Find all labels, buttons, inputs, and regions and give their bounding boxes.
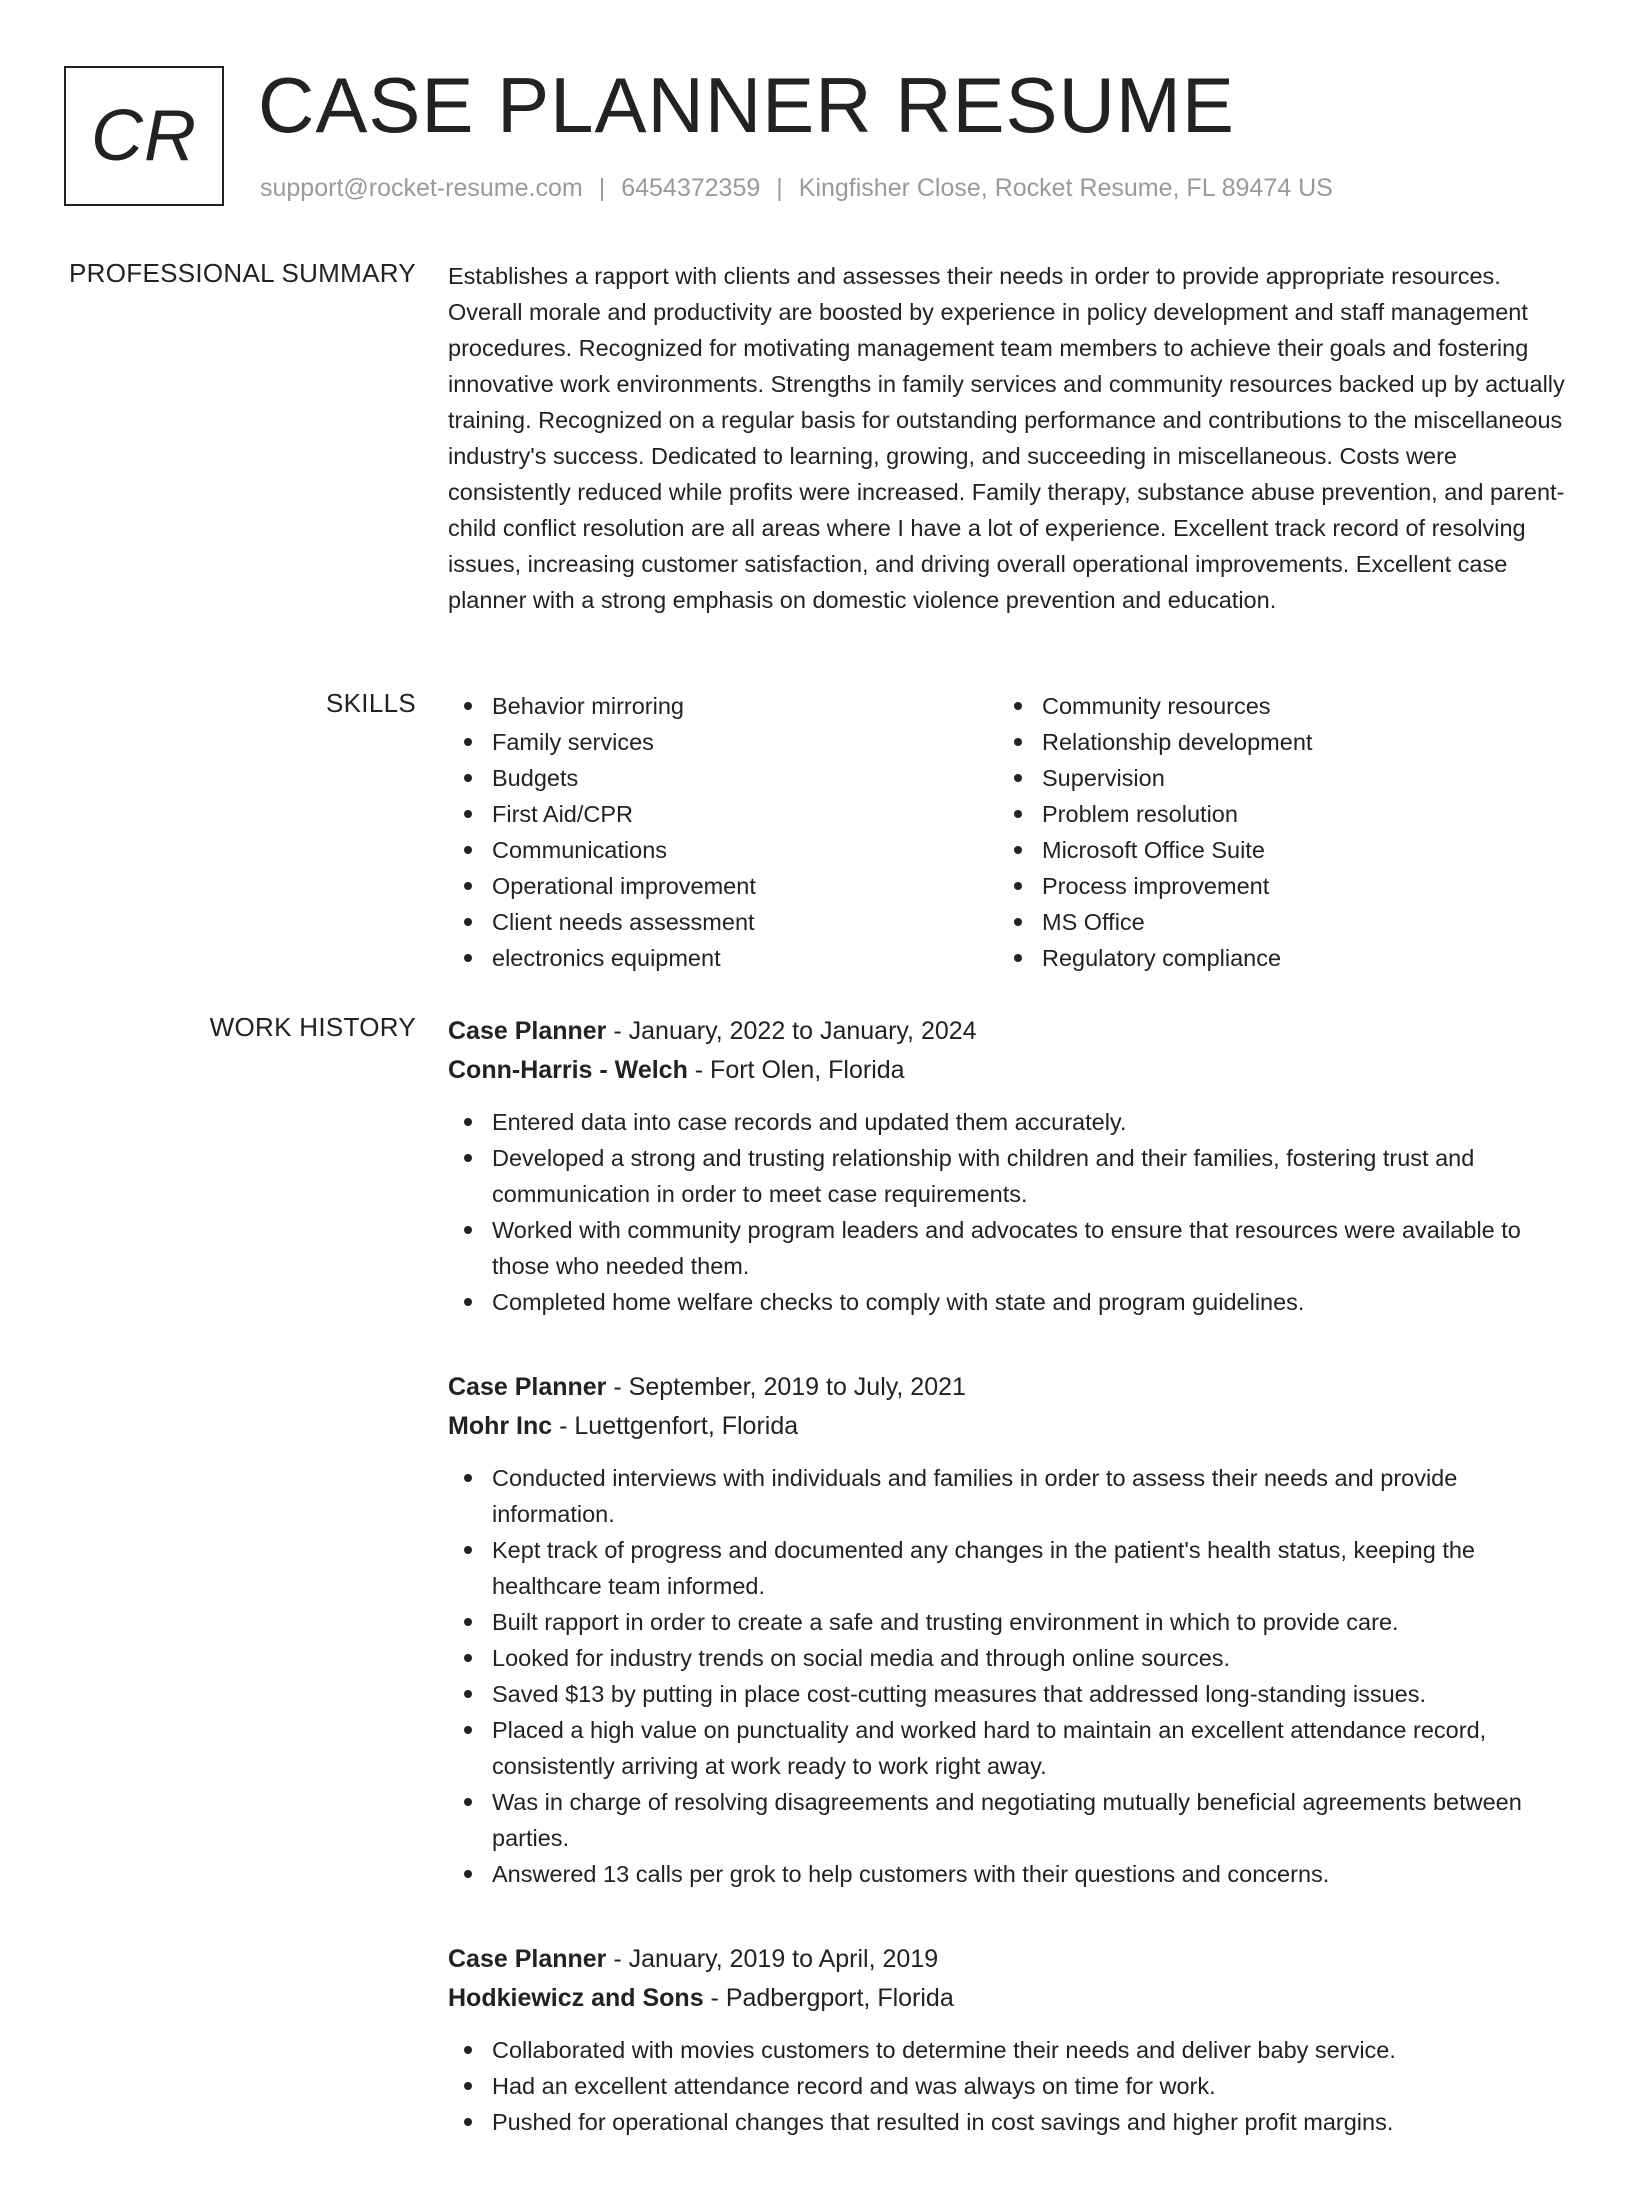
- job-duty-item: Completed home welfare checks to comply with state and program guidelines.: [448, 1284, 1568, 1320]
- skill-item: Relationship development: [998, 724, 1548, 760]
- job-duty-item: Developed a strong and trusting relationship with children and their families, fostering trust and communication in order to meet case requirements.: [448, 1140, 1568, 1212]
- contact-email[interactable]: support@rocket-resume.com: [260, 174, 583, 202]
- company-name: Hodkiewicz and Sons: [448, 1984, 704, 2012]
- section-heading-skills: SKILLS: [326, 688, 416, 718]
- job-dates: - January, 2019 to April, 2019: [606, 1945, 939, 1973]
- job-duty-item: Conducted interviews with individuals and families in order to assess their needs and provide information.: [448, 1460, 1568, 1532]
- job-title-line: [448, 1940, 1568, 1979]
- job-duty-item: Collaborated with movies customers to determine their needs and deliver baby service.: [448, 2032, 1568, 2068]
- job-title-line: [448, 1012, 1568, 1051]
- skills-column-left: [448, 688, 998, 976]
- skill-item: Microsoft Office Suite: [998, 832, 1548, 868]
- monogram-logo: CR: [64, 66, 224, 206]
- skill-item: Community resources: [998, 688, 1548, 724]
- jobs-list: [448, 1012, 1568, 2188]
- job-duty-item: Built rapport in order to create a safe and trusting environment in which to provide care.: [448, 1604, 1568, 1640]
- job-company-line: [448, 1407, 1568, 1446]
- skill-item: MS Office: [998, 904, 1548, 940]
- job-duty-item: Kept track of progress and documented any changes in the patient's health status, keeping the healthcare team informed.: [448, 1532, 1568, 1604]
- summary-text: Establishes a rapport with clients and assesses their needs in order to provide appropriate resources. Overall morale and productivity are boosted by experience in policy development and staff management procedures. Recognized for motivating management team members to achieve their goals and fostering innovative work environments. Strengths in family services and community resources backed up by actually training. Recognized on a regular basis for outstanding performance and contributions to the miscellaneous industry's success. Dedicated to learning, growing, and succeeding in miscellaneous. Costs were consistently reduced while profits were increased. Family therapy, substance abuse prevention, and parent-child conflict resolution are all areas where I have a lot of experience. Excellent track record of resolving issues, increasing customer satisfaction, and driving overall operational improvements. Excellent case planner with a strong emphasis on domestic violence prevention and education.: [448, 263, 1565, 613]
- job-title-line: [448, 1368, 1568, 1407]
- skill-item: Process improvement: [998, 868, 1548, 904]
- job-dates: - September, 2019 to July, 2021: [606, 1373, 966, 1401]
- skill-item: Supervision: [998, 760, 1548, 796]
- skills-column-right: [998, 688, 1548, 976]
- job-duty-item: Had an excellent attendance record and was always on time for work.: [448, 2068, 1568, 2104]
- skill-item: Family services: [448, 724, 998, 760]
- job-duty-item: Worked with community program leaders and advocates to ensure that resources were available to those who needed them.: [448, 1212, 1568, 1284]
- job-duties-list: [448, 1460, 1568, 1892]
- company-name: Conn-Harris - Welch: [448, 1056, 688, 1084]
- job-duty-item: Answered 13 calls per grok to help customers with their questions and concerns.: [448, 1856, 1568, 1892]
- company-location: - Luettgenfort, Florida: [552, 1412, 799, 1440]
- job-duty-item: Entered data into case records and updated them accurately.: [448, 1104, 1568, 1140]
- company-location: - Fort Olen, Florida: [687, 1056, 905, 1084]
- skill-item: Problem resolution: [998, 796, 1548, 832]
- contact-address: Kingfisher Close, Rocket Resume, FL 89474 US: [798, 174, 1333, 202]
- skill-item: Regulatory compliance: [998, 940, 1548, 976]
- section-heading-work-history: WORK HISTORY: [209, 1012, 416, 1042]
- contact-phone[interactable]: 6454372359: [621, 174, 761, 202]
- job-duty-item: Placed a high value on punctuality and worked hard to maintain an excellent attendance record, consistently arriving at work ready to work right away.: [448, 1712, 1568, 1784]
- skill-item: Budgets: [448, 760, 998, 796]
- company-location: - Padbergport, Florida: [703, 1984, 954, 2012]
- skill-item: Client needs assessment: [448, 904, 998, 940]
- job-duties-list: [448, 2032, 1568, 2140]
- job-duty-item: Saved $13 by putting in place cost-cutting measures that addressed long-standing issues.: [448, 1676, 1568, 1712]
- job-company-line: [448, 1979, 1568, 2018]
- job-entry: [448, 1368, 1568, 1892]
- job-duty-item: Was in charge of resolving disagreements and negotiating mutually beneficial agreements between parties.: [448, 1784, 1568, 1856]
- skill-item: First Aid/CPR: [448, 796, 998, 832]
- company-name: Mohr Inc: [448, 1412, 553, 1440]
- resume-header: [64, 61, 1604, 211]
- skill-item: Communications: [448, 832, 998, 868]
- contact-separator: |: [598, 174, 606, 202]
- skill-item: electronics equipment: [448, 940, 998, 976]
- job-duty-item: Looked for industry trends on social media and through online sources.: [448, 1640, 1568, 1676]
- job-entry: [448, 1940, 1568, 2140]
- contact-info: [260, 174, 1333, 203]
- job-duty-item: Pushed for operational changes that resulted in cost savings and higher profit margins.: [448, 2104, 1568, 2140]
- job-company-line: [448, 1051, 1568, 1090]
- contact-separator: |: [776, 174, 783, 202]
- job-title: Case Planner: [448, 1945, 607, 1973]
- job-title: Case Planner: [448, 1373, 607, 1401]
- skills-grid: [448, 688, 1568, 976]
- job-dates: - January, 2022 to January, 2024: [606, 1017, 977, 1045]
- skill-item: Operational improvement: [448, 868, 998, 904]
- job-entry: [448, 1012, 1568, 1320]
- section-heading-summary: PROFESSIONAL SUMMARY: [69, 258, 416, 288]
- job-duties-list: [448, 1104, 1568, 1320]
- skill-item: Behavior mirroring: [448, 688, 998, 724]
- page-title: CASE PLANNER RESUME: [258, 61, 1235, 149]
- job-title: Case Planner: [448, 1017, 607, 1045]
